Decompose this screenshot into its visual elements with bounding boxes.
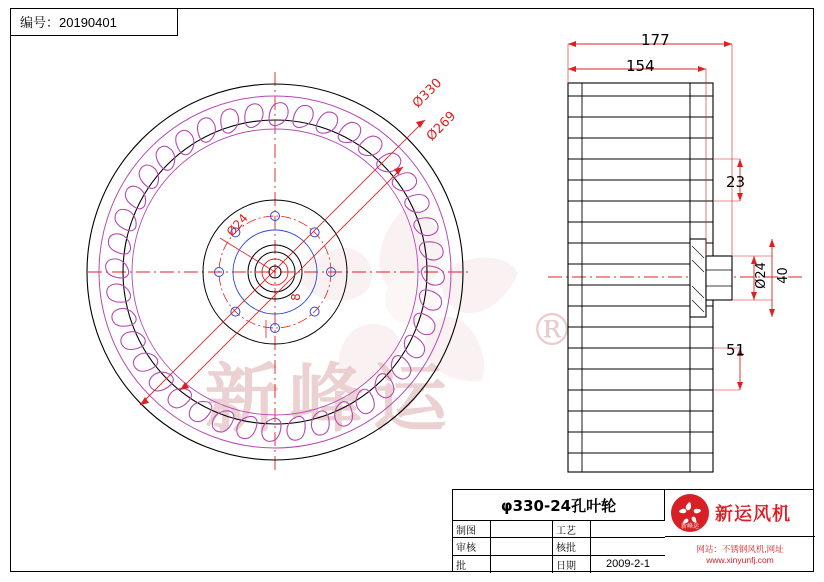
cell-batch-value (491, 556, 553, 573)
dim-23: 23 (726, 173, 746, 191)
cell-date-value: 2009-2-1 (605, 558, 651, 571)
company-block (665, 490, 815, 573)
drawing-number-label: 编号：20190401 (20, 15, 117, 30)
company-site-line1: 网站：不锈钢风机,网址 (696, 543, 784, 554)
watermark-text: 新峰运 (205, 356, 457, 442)
part-name: φ330-24孔叶轮 (453, 490, 665, 521)
side-view-section (540, 24, 810, 480)
dim-51: 51 (726, 341, 746, 359)
dim-d330: Ø330 (409, 75, 446, 112)
title-block (452, 489, 814, 572)
dim-hole-count: 8 (288, 293, 303, 301)
cell-drafter-value (491, 521, 553, 538)
company-name: 新运风机 (715, 504, 791, 525)
dim-154: 154 (626, 57, 655, 75)
company-footer (665, 537, 815, 573)
cell-approve-label: 核批 (553, 538, 591, 555)
cell-check-value (491, 538, 553, 555)
title-block-grid (453, 521, 665, 573)
drawing-number-box (10, 8, 178, 36)
cell-batch-label: 批 (453, 556, 491, 573)
cell-date-label: 日期 (553, 556, 591, 573)
cell-check-label: 审核 (453, 538, 491, 555)
watermark-registered-icon: ® (530, 305, 574, 356)
dim-d269: Ø269 (423, 108, 460, 145)
cell-process-label: 工艺 (553, 521, 591, 538)
cell-approve-value (591, 538, 665, 555)
cell-drafter-label: 制图 (453, 521, 491, 538)
company-site-line2: www.xinyunfj.com (706, 555, 774, 565)
dim-177: 177 (641, 31, 670, 49)
company-logo-icon (671, 494, 709, 532)
company-brand-row (665, 490, 815, 537)
dim-d24-front: Ø24 (223, 211, 251, 239)
dim-bore-d24: Ø24 (753, 262, 769, 289)
dim-bore-40: 40 (775, 267, 791, 284)
front-view-impeller (70, 60, 540, 480)
cell-process-value (591, 521, 665, 538)
company-logo-text: 新峰运 (680, 524, 699, 530)
